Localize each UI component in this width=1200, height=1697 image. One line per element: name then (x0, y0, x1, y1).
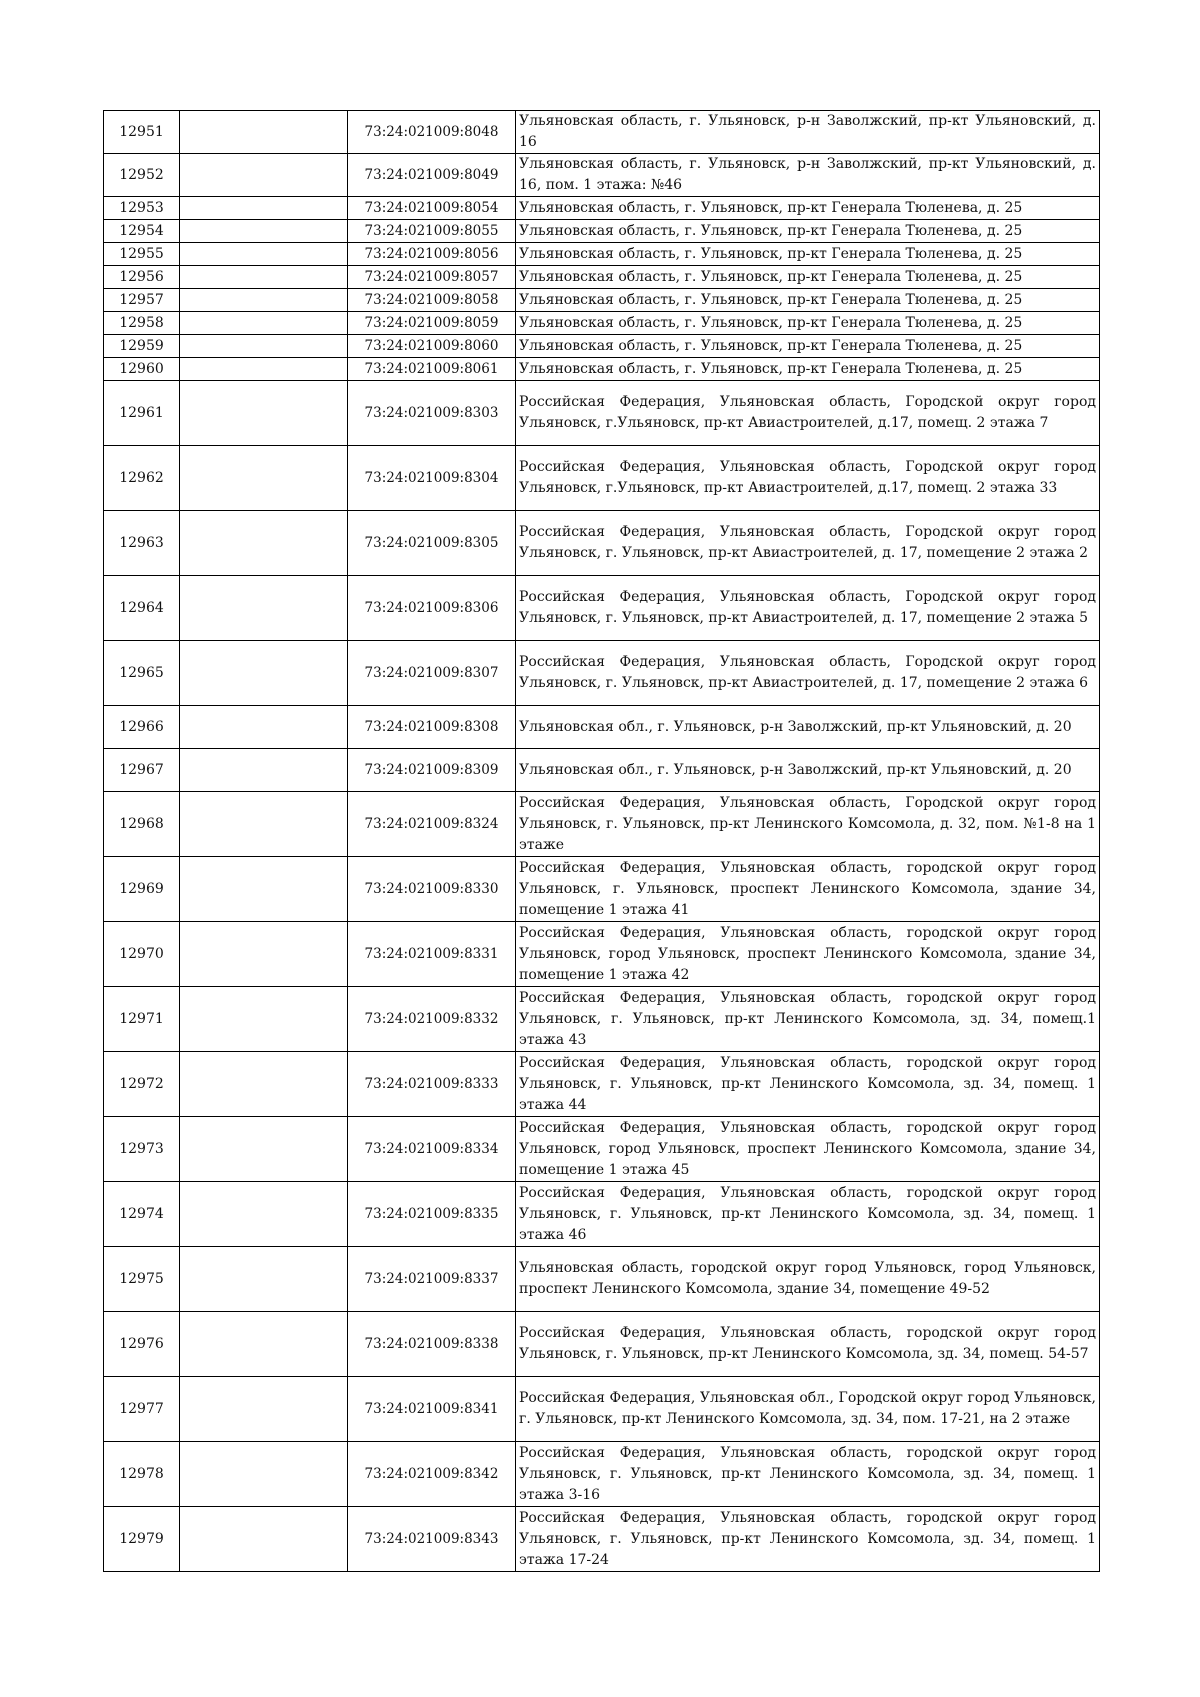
empty-cell (180, 243, 348, 266)
empty-cell (180, 289, 348, 312)
empty-cell (180, 511, 348, 576)
empty-cell (180, 1247, 348, 1312)
address-cell: Ульяновская область, г. Ульяновск, пр-кт Генерала Тюленева, д. 25 (516, 220, 1100, 243)
address-cell: Российская Федерация, Ульяновская область, городской округ город Ульяновск, г. Ульяновск, пр-кт Ленинского Комсомола, зд. 34, помещ. 1 этажа 46 (516, 1182, 1100, 1247)
cadastral-number-cell: 73:24:021009:8331 (348, 922, 516, 987)
table-row (104, 220, 1100, 243)
address-cell: Ульяновская область, г. Ульяновск, пр-кт Генерала Тюленева, д. 25 (516, 266, 1100, 289)
row-number-cell: 12973 (104, 1117, 180, 1182)
table-row (104, 446, 1100, 511)
empty-cell (180, 922, 348, 987)
table-row (104, 922, 1100, 987)
table-row (104, 1377, 1100, 1442)
cadastral-number-cell: 73:24:021009:8061 (348, 358, 516, 381)
cadastral-number-cell: 73:24:021009:8332 (348, 987, 516, 1052)
empty-cell (180, 358, 348, 381)
cadastral-number-cell: 73:24:021009:8306 (348, 576, 516, 641)
row-number-cell: 12958 (104, 312, 180, 335)
table-row (104, 749, 1100, 792)
row-number-cell: 12959 (104, 335, 180, 358)
empty-cell (180, 1312, 348, 1377)
address-cell: Российская Федерация, Ульяновская область, городской округ город Ульяновск, г. Ульяновск, пр-кт Ленинского Комсомола, зд. 34, помещ. 1 этажа 3-16 (516, 1442, 1100, 1507)
address-cell: Российская Федерация, Ульяновская область, городской округ город Ульяновск, г. Ульяновск, проспект Ленинского Комсомола, здание 34, помещение 1 этажа 41 (516, 857, 1100, 922)
table-row (104, 641, 1100, 706)
address-cell: Российская Федерация, Ульяновская область, Городской округ город Ульяновск, г. Ульяновск, пр-кт Авиастроителей, д. 17, помещение 2 этажа 5 (516, 576, 1100, 641)
row-number-cell: 12970 (104, 922, 180, 987)
address-cell: Ульяновская область, г. Ульяновск, пр-кт Генерала Тюленева, д. 25 (516, 197, 1100, 220)
address-cell: Российская Федерация, Ульяновская область, Городской округ город Ульяновск, г.Ульяновск, пр-кт Авиастроителей, д.17, помещ. 2 этажа 33 (516, 446, 1100, 511)
cadastral-number-cell: 73:24:021009:8303 (348, 381, 516, 446)
row-number-cell: 12971 (104, 987, 180, 1052)
row-number-cell: 12975 (104, 1247, 180, 1312)
table-row (104, 706, 1100, 749)
address-cell: Российская Федерация, Ульяновская область, городской округ город Ульяновск, город Ульяновск, проспект Ленинского Комсомола, здание 34, помещение 1 этажа 45 (516, 1117, 1100, 1182)
cadastral-number-cell: 73:24:021009:8304 (348, 446, 516, 511)
cadastral-number-cell: 73:24:021009:8060 (348, 335, 516, 358)
table-row (104, 857, 1100, 922)
empty-cell (180, 154, 348, 197)
empty-cell (180, 576, 348, 641)
row-number-cell: 12955 (104, 243, 180, 266)
table-row (104, 792, 1100, 857)
address-cell: Российская Федерация, Ульяновская область, городской округ город Ульяновск, г. Ульяновск, пр-кт Ленинского Комсомола, зд. 34, помещ. 1 этажа 44 (516, 1052, 1100, 1117)
cadastral-number-cell: 73:24:021009:8342 (348, 1442, 516, 1507)
cadastral-number-cell: 73:24:021009:8337 (348, 1247, 516, 1312)
row-number-cell: 12978 (104, 1442, 180, 1507)
empty-cell (180, 1117, 348, 1182)
address-cell: Российская Федерация, Ульяновская область, Городской округ город Ульяновск, г. Ульяновск, пр-кт Авиастроителей, д. 17, помещение 2 этажа 6 (516, 641, 1100, 706)
table-row (104, 1117, 1100, 1182)
address-cell: Российская Федерация, Ульяновская область, Городской округ город Ульяновск, г. Ульяновск, пр-кт Авиастроителей, д. 17, помещение 2 этажа 2 (516, 511, 1100, 576)
empty-cell (180, 641, 348, 706)
cadastral-number-cell: 73:24:021009:8343 (348, 1507, 516, 1572)
row-number-cell: 12962 (104, 446, 180, 511)
cadastral-number-cell: 73:24:021009:8048 (348, 111, 516, 154)
address-cell: Российская Федерация, Ульяновская область, Городской округ город Ульяновск, г. Ульяновск, пр-кт Ленинского Комсомола, д. 32, пом. №1-8 на 1 этаже (516, 792, 1100, 857)
cadastral-number-cell: 73:24:021009:8305 (348, 511, 516, 576)
table-row (104, 1052, 1100, 1117)
address-cell: Ульяновская обл., г. Ульяновск, р-н Заволжский, пр-кт Ульяновский, д. 20 (516, 749, 1100, 792)
row-number-cell: 12972 (104, 1052, 180, 1117)
table-row (104, 381, 1100, 446)
row-number-cell: 12969 (104, 857, 180, 922)
empty-cell (180, 266, 348, 289)
table-row (104, 312, 1100, 335)
cadastral-number-cell: 73:24:021009:8333 (348, 1052, 516, 1117)
empty-cell (180, 111, 348, 154)
document-page (103, 110, 1099, 1572)
empty-cell (180, 792, 348, 857)
table-row (104, 1312, 1100, 1377)
empty-cell (180, 197, 348, 220)
empty-cell (180, 312, 348, 335)
empty-cell (180, 1182, 348, 1247)
cadastral-number-cell: 73:24:021009:8055 (348, 220, 516, 243)
table-row (104, 1442, 1100, 1507)
empty-cell (180, 220, 348, 243)
address-cell: Ульяновская область, г. Ульяновск, пр-кт Генерала Тюленева, д. 25 (516, 358, 1100, 381)
row-number-cell: 12951 (104, 111, 180, 154)
table-row (104, 335, 1100, 358)
row-number-cell: 12979 (104, 1507, 180, 1572)
cadastral-number-cell: 73:24:021009:8308 (348, 706, 516, 749)
table-row (104, 1507, 1100, 1572)
property-register-table (103, 110, 1100, 1572)
row-number-cell: 12960 (104, 358, 180, 381)
row-number-cell: 12965 (104, 641, 180, 706)
address-cell: Российская Федерация, Ульяновская область, Городской округ город Ульяновск, г.Ульяновск, пр-кт Авиастроителей, д.17, помещ. 2 этажа 7 (516, 381, 1100, 446)
cadastral-number-cell: 73:24:021009:8059 (348, 312, 516, 335)
address-cell: Российская Федерация, Ульяновская область, городской округ город Ульяновск, г. Ульяновск, пр-кт Ленинского Комсомола, зд. 34, помещ.1 этажа 43 (516, 987, 1100, 1052)
register-table-body (104, 111, 1100, 1572)
empty-cell (180, 1052, 348, 1117)
cadastral-number-cell: 73:24:021009:8057 (348, 266, 516, 289)
cadastral-number-cell: 73:24:021009:8324 (348, 792, 516, 857)
empty-cell (180, 446, 348, 511)
cadastral-number-cell: 73:24:021009:8049 (348, 154, 516, 197)
cadastral-number-cell: 73:24:021009:8330 (348, 857, 516, 922)
table-row (104, 243, 1100, 266)
table-row (104, 154, 1100, 197)
address-cell: Российская Федерация, Ульяновская область, городской округ город Ульяновск, город Ульяновск, проспект Ленинского Комсомола, здание 34, помещение 1 этажа 42 (516, 922, 1100, 987)
row-number-cell: 12963 (104, 511, 180, 576)
empty-cell (180, 1442, 348, 1507)
table-row (104, 1182, 1100, 1247)
cadastral-number-cell: 73:24:021009:8334 (348, 1117, 516, 1182)
address-cell: Ульяновская область, городской округ город Ульяновск, город Ульяновск, проспект Ленинского Комсомола, здание 34, помещение 49-52 (516, 1247, 1100, 1312)
empty-cell (180, 987, 348, 1052)
row-number-cell: 12952 (104, 154, 180, 197)
cadastral-number-cell: 73:24:021009:8309 (348, 749, 516, 792)
table-row (104, 197, 1100, 220)
address-cell: Ульяновская обл., г. Ульяновск, р-н Заволжский, пр-кт Ульяновский, д. 20 (516, 706, 1100, 749)
row-number-cell: 12953 (104, 197, 180, 220)
row-number-cell: 12966 (104, 706, 180, 749)
row-number-cell: 12957 (104, 289, 180, 312)
row-number-cell: 12974 (104, 1182, 180, 1247)
address-cell: Российская Федерация, Ульяновская область, городской округ город Ульяновск, г. Ульяновск, пр-кт Ленинского Комсомола, зд. 34, помещ. 1 этажа 17-24 (516, 1507, 1100, 1572)
row-number-cell: 12964 (104, 576, 180, 641)
empty-cell (180, 381, 348, 446)
cadastral-number-cell: 73:24:021009:8054 (348, 197, 516, 220)
address-cell: Ульяновская область, г. Ульяновск, р-н Заволжский, пр-кт Ульяновский, д. 16 (516, 111, 1100, 154)
empty-cell (180, 749, 348, 792)
table-row (104, 1247, 1100, 1312)
empty-cell (180, 857, 348, 922)
row-number-cell: 12976 (104, 1312, 180, 1377)
cadastral-number-cell: 73:24:021009:8335 (348, 1182, 516, 1247)
row-number-cell: 12967 (104, 749, 180, 792)
address-cell: Ульяновская область, г. Ульяновск, пр-кт Генерала Тюленева, д. 25 (516, 312, 1100, 335)
address-cell: Российская Федерация, Ульяновская обл., Городской округ город Ульяновск, г. Ульяновск, пр-кт Ленинского Комсомола, зд. 34, пом. 17-21, на 2 этаже (516, 1377, 1100, 1442)
empty-cell (180, 1377, 348, 1442)
row-number-cell: 12977 (104, 1377, 180, 1442)
table-row (104, 358, 1100, 381)
cadastral-number-cell: 73:24:021009:8058 (348, 289, 516, 312)
table-row (104, 576, 1100, 641)
cadastral-number-cell: 73:24:021009:8307 (348, 641, 516, 706)
table-row (104, 289, 1100, 312)
cadastral-number-cell: 73:24:021009:8341 (348, 1377, 516, 1442)
table-row (104, 511, 1100, 576)
row-number-cell: 12956 (104, 266, 180, 289)
table-row (104, 987, 1100, 1052)
address-cell: Ульяновская область, г. Ульяновск, пр-кт Генерала Тюленева, д. 25 (516, 335, 1100, 358)
address-cell: Ульяновская область, г. Ульяновск, р-н Заволжский, пр-кт Ульяновский, д. 16, пом. 1 этажа: №46 (516, 154, 1100, 197)
empty-cell (180, 1507, 348, 1572)
cadastral-number-cell: 73:24:021009:8056 (348, 243, 516, 266)
empty-cell (180, 335, 348, 358)
address-cell: Ульяновская область, г. Ульяновск, пр-кт Генерала Тюленева, д. 25 (516, 243, 1100, 266)
row-number-cell: 12961 (104, 381, 180, 446)
table-row (104, 111, 1100, 154)
cadastral-number-cell: 73:24:021009:8338 (348, 1312, 516, 1377)
address-cell: Российская Федерация, Ульяновская область, городской округ город Ульяновск, г. Ульяновск, пр-кт Ленинского Комсомола, зд. 34, помещ. 54-57 (516, 1312, 1100, 1377)
row-number-cell: 12968 (104, 792, 180, 857)
row-number-cell: 12954 (104, 220, 180, 243)
empty-cell (180, 706, 348, 749)
table-row (104, 266, 1100, 289)
address-cell: Ульяновская область, г. Ульяновск, пр-кт Генерала Тюленева, д. 25 (516, 289, 1100, 312)
